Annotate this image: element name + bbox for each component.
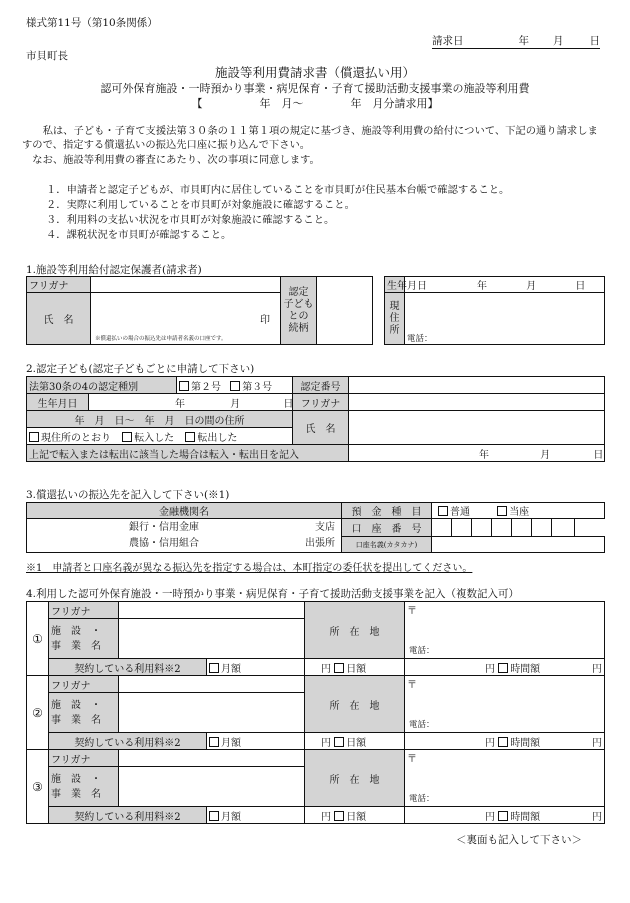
child-birth-year: 年 xyxy=(175,398,185,410)
address-label-line: 住 xyxy=(389,312,400,324)
monthly-yen: 円 xyxy=(321,663,331,675)
request-date-line xyxy=(432,33,600,49)
account-digit[interactable] xyxy=(552,519,575,537)
section4-title: 4.利用した認可外保育施設・一時預かり事業・病児保育・子育て援助活動支援事業を記入（複数記入可） xyxy=(26,588,520,600)
section2-title: 2.認定子ども(認定子どもごとに申請して下さい) xyxy=(26,363,255,375)
daily-label: 日額 xyxy=(346,737,367,749)
postal-mark: 〒 xyxy=(407,754,417,765)
moved-out-checkbox[interactable] xyxy=(185,432,195,442)
period-from: 年 月～ xyxy=(259,97,304,110)
guardian-phone-label: 電話： xyxy=(407,334,433,344)
birthdate-year-label: 年 xyxy=(477,281,487,292)
relation-label-line: 認定 xyxy=(288,286,309,298)
hourly-fee[interactable] xyxy=(405,807,605,824)
period-open-bracket: 【 xyxy=(191,97,203,110)
same-address-checkbox[interactable] xyxy=(29,432,39,442)
facility-name-label xyxy=(49,767,119,807)
consent-intro: なお、施設等利用費の審査にあたり、次の事項に同意します。 xyxy=(32,154,320,166)
office-label: 出張所 xyxy=(305,537,335,549)
monthly-checkbox[interactable] xyxy=(209,737,219,747)
monthly-fee[interactable] xyxy=(207,733,305,750)
facility-furigana-field[interactable] xyxy=(119,676,305,693)
facility-name-line: 事 業 名 xyxy=(51,640,101,652)
daily-label: 日額 xyxy=(346,811,367,823)
move-month: 月 xyxy=(540,449,551,461)
hourly-checkbox[interactable] xyxy=(498,737,508,747)
hourly-yen: 円 xyxy=(592,811,602,823)
facility-furigana-field[interactable] xyxy=(119,750,305,767)
child-birthdate-label: 生年月日 xyxy=(27,394,89,411)
seal-mark: 印 xyxy=(260,315,270,326)
monthly-fee[interactable] xyxy=(207,659,305,676)
account-holder-label: 口座名義(カタカナ) xyxy=(342,537,432,553)
page-title: 施設等利用費請求書（償還払い用） xyxy=(214,65,415,80)
facility-name-line: 施 設 ・ xyxy=(51,625,101,637)
monthly-label: 月額 xyxy=(221,663,241,675)
moved-in-checkbox[interactable] xyxy=(122,432,132,442)
facility-name-field[interactable] xyxy=(119,619,305,659)
consent-item: ２．実際に利用していることを市貝町が対象施設に確認すること。 xyxy=(46,199,355,211)
section1-title: 1.施設等利用給付認定保護者(請求者) xyxy=(26,264,202,276)
account-digit[interactable] xyxy=(452,519,472,537)
daily-yen: 円 xyxy=(485,737,495,749)
bank-table xyxy=(26,502,605,553)
facility-number: ③ xyxy=(27,750,49,824)
daily-checkbox[interactable] xyxy=(334,811,344,821)
monthly-fee[interactable] xyxy=(207,807,305,824)
consent-list xyxy=(46,183,509,243)
address-options xyxy=(27,428,293,445)
monthly-label: 月額 xyxy=(221,811,241,823)
deposit-type-options xyxy=(432,503,605,519)
child-table xyxy=(26,376,605,462)
child-furigana-label: フリガナ xyxy=(293,394,349,411)
facility-furigana-label: フリガナ xyxy=(49,676,119,693)
facility-name-line: 施 設 ・ xyxy=(51,699,101,711)
facility-location-field[interactable] xyxy=(405,602,605,659)
type2-checkbox[interactable] xyxy=(179,381,189,391)
relation-label xyxy=(281,277,317,345)
hourly-checkbox[interactable] xyxy=(498,663,508,673)
monthly-label: 月額 xyxy=(221,737,241,749)
type3-label: 第３号 xyxy=(242,381,273,393)
address-during-label: 年 月 日～ 年 月 日の間の住所 xyxy=(27,411,293,428)
postal-mark: 〒 xyxy=(407,606,417,617)
moved-out-label: 転出した xyxy=(197,432,238,444)
bank-type-line1: 銀行・信用金庫 xyxy=(129,521,199,533)
account-holder-field[interactable] xyxy=(432,537,605,553)
facility-name-label xyxy=(49,693,119,733)
daily-fee[interactable] xyxy=(305,733,405,750)
fee-label: 契約している利用料※2 xyxy=(49,733,207,750)
cert-number-field[interactable] xyxy=(349,377,605,394)
hourly-label: 時間額 xyxy=(510,811,541,823)
consent-item: １．申請者と認定子どもが、市貝町内に居住していることを市貝町が住民基本台帳で確認すること。 xyxy=(46,184,510,196)
bank-type-line2: 農協・信用組合 xyxy=(129,537,199,549)
request-date-label: 請求日 xyxy=(432,35,464,47)
hourly-checkbox[interactable] xyxy=(498,811,508,821)
cert-number-label: 認定番号 xyxy=(293,377,349,394)
consent-item: ４．課税状況を市貝町が確認すること。 xyxy=(46,229,232,241)
facility-location-field[interactable] xyxy=(405,676,605,733)
account-digit[interactable] xyxy=(472,519,492,537)
hourly-yen: 円 xyxy=(592,737,602,749)
spacer xyxy=(575,519,605,537)
bank-name-label: 金融機関名 xyxy=(27,503,342,519)
facility-name-field[interactable] xyxy=(119,767,305,807)
relation-field[interactable] xyxy=(317,277,373,345)
request-day-label: 日 xyxy=(589,35,600,47)
daily-checkbox[interactable] xyxy=(334,737,344,747)
monthly-yen: 円 xyxy=(321,811,331,823)
facility-phone-label: 電話： xyxy=(409,794,435,804)
guardian-furigana-label: フリガナ xyxy=(27,277,91,293)
child-furigana-field[interactable] xyxy=(349,394,605,411)
facility-name-label xyxy=(49,619,119,659)
move-year: 年 xyxy=(479,449,489,461)
facility-location-label: 所 在 地 xyxy=(305,676,405,733)
daily-fee[interactable] xyxy=(305,807,405,824)
period-to: 年 月分請求用】 xyxy=(350,97,439,110)
guardian-address-label xyxy=(385,293,405,345)
guardian-furigana-field[interactable] xyxy=(91,277,281,293)
request-month-label: 月 xyxy=(553,35,564,47)
address-label-line: 所 xyxy=(389,324,400,336)
daily-yen: 円 xyxy=(485,811,495,823)
relation-label-line: との xyxy=(288,310,309,322)
cert-type-label: 法第30条の4の認定種別 xyxy=(27,377,177,394)
addressee: 市貝町長 xyxy=(26,50,68,62)
child-name-field[interactable] xyxy=(349,411,605,445)
daily-checkbox[interactable] xyxy=(334,663,344,673)
facility-location-field[interactable] xyxy=(405,750,605,807)
facility-phone-label: 電話： xyxy=(409,720,435,730)
facility-furigana-label: フリガナ xyxy=(49,602,119,619)
type2-label: 第２号 xyxy=(191,381,221,393)
fee-label: 契約している利用料※2 xyxy=(49,807,207,824)
hourly-label: 時間額 xyxy=(510,737,541,749)
monthly-checkbox[interactable] xyxy=(209,663,219,673)
deposit-type-label: 預 金 種 目 xyxy=(342,503,432,519)
facility-name-line: 事 業 名 xyxy=(51,714,101,726)
moved-in-label: 転入した xyxy=(134,432,175,444)
guardian-name-label: 氏 名 xyxy=(27,293,91,345)
child-birthdate-field[interactable] xyxy=(89,394,293,411)
child-birth-month: 月 xyxy=(230,398,241,410)
facility-furigana-field[interactable] xyxy=(119,602,305,619)
guardian-name-field[interactable] xyxy=(91,293,281,345)
address-label-line: 現 xyxy=(389,300,400,312)
seal-note: ※償還払いの場合の振込先は申請者名義の口座です。 xyxy=(95,336,227,342)
monthly-yen: 円 xyxy=(321,737,331,749)
postal-mark: 〒 xyxy=(407,680,417,691)
relation-label-line: 子ども xyxy=(283,298,314,310)
hourly-fee[interactable] xyxy=(405,733,605,750)
guardian-address-field[interactable] xyxy=(405,293,605,345)
type3-checkbox[interactable] xyxy=(230,381,240,391)
ordinary-label: 普通 xyxy=(450,507,470,518)
account-digit[interactable] xyxy=(532,519,552,537)
facility-name-line: 施 設 ・ xyxy=(51,773,101,785)
facility-name-field[interactable] xyxy=(119,693,305,733)
move-day: 日 xyxy=(593,449,604,461)
back-side-note: ＜裏面も記入して下さい＞ xyxy=(456,834,582,846)
fee-label: 契約している利用料※2 xyxy=(49,659,207,676)
intro-paragraph: 私は、子ども・子育て支援法第３０条の１１第１項の規定に基づき、施設等利用費の給付について、下記の通り請求しますので、指定する償還払いの振込先口座に振り込んで下さい。 xyxy=(22,125,598,151)
same-address-label: 現住所のとおり xyxy=(41,432,111,444)
form-number: 様式第11号（第10条関係） xyxy=(26,17,158,29)
facility-phone-label: 電話： xyxy=(409,646,435,656)
page-subtitle: 認可外保育施設・一時預かり事業・病児保育・子育て援助活動支援事業の施設等利用費 xyxy=(100,82,530,95)
move-date-field[interactable] xyxy=(349,445,605,462)
section3-title: 3.償還払いの振込先を記入して下さい(※1) xyxy=(26,489,230,501)
account-digit[interactable] xyxy=(492,519,512,537)
child-name-label: 氏 名 xyxy=(293,411,349,445)
account-digit[interactable] xyxy=(432,519,452,537)
current-label: 当座 xyxy=(509,507,530,518)
hourly-fee[interactable] xyxy=(405,659,605,676)
birthdate-month-label: 月 xyxy=(526,281,537,292)
facility-furigana-label: フリガナ xyxy=(49,750,119,767)
cert-type-options xyxy=(177,377,293,394)
relation-label-line: 続柄 xyxy=(288,322,309,334)
account-number-label: 口 座 番 号 xyxy=(342,519,432,537)
facility-number: ② xyxy=(27,676,49,750)
hourly-yen: 円 xyxy=(592,663,602,675)
request-year-label: 年 xyxy=(518,35,529,47)
guardian-birthdate-field[interactable] xyxy=(405,277,605,293)
guardian-table xyxy=(26,276,605,345)
bank-note-text: ※1 申請者と口座名義が異なる振込先を指定する場合は、本町指定の委任状を提出してください。 xyxy=(26,563,473,574)
bank-note xyxy=(26,559,472,574)
facility-name-line: 事 業 名 xyxy=(51,788,101,800)
guardian-birthdate-label: 生年月日 xyxy=(385,277,405,293)
ordinary-checkbox[interactable] xyxy=(438,506,448,516)
daily-yen: 円 xyxy=(485,663,495,675)
claim-period xyxy=(0,95,630,111)
facility-table xyxy=(26,601,605,824)
facility-location-label: 所 在 地 xyxy=(305,602,405,659)
consent-item: ３．利用料の支払い状況を市貝町が対象施設に確認すること。 xyxy=(46,214,335,226)
child-birth-day: 日 xyxy=(283,398,294,410)
daily-label: 日額 xyxy=(346,663,367,675)
branch-label: 支店 xyxy=(315,521,335,533)
bank-name-field[interactable] xyxy=(27,519,342,553)
hourly-label: 時間額 xyxy=(510,663,541,675)
facility-location-label: 所 在 地 xyxy=(305,750,405,807)
current-checkbox[interactable] xyxy=(497,506,507,516)
birthdate-day-label: 日 xyxy=(575,281,586,292)
monthly-checkbox[interactable] xyxy=(209,811,219,821)
gap-cell xyxy=(373,277,385,345)
account-digit[interactable] xyxy=(512,519,532,537)
facility-number: ① xyxy=(27,602,49,676)
daily-fee[interactable] xyxy=(305,659,405,676)
move-date-note: 上記で転入または転出に該当した場合は転入・転出日を記入 xyxy=(27,445,349,462)
